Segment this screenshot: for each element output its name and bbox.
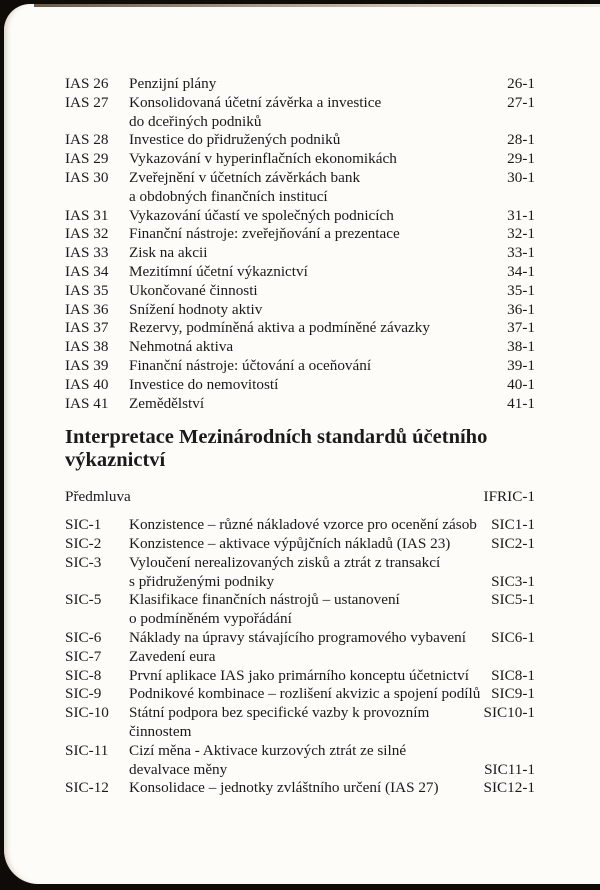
entry-code: IAS 26 xyxy=(65,75,109,92)
entry-title-line1: Konsolidovaná účetní závěrka a investice xyxy=(129,93,382,111)
entry-title xyxy=(129,667,535,686)
entry-page-number: SIC8-1 xyxy=(491,666,535,684)
toc-entry xyxy=(65,667,535,686)
preface-entry xyxy=(65,488,535,507)
toc-entry xyxy=(65,75,535,94)
entry-title-line1: Nehmotná aktiva xyxy=(129,338,234,356)
entry-title-line1: První aplikace IAS jako primárního konceptu účetnictví xyxy=(129,666,469,684)
entry-code: IAS 37 xyxy=(65,319,109,337)
entry-title-line1: Podnikové kombinace – rozlišení akvizic a spojení podílů xyxy=(129,685,481,703)
toc-entry xyxy=(65,338,535,357)
entry-page-number: 27-1 xyxy=(507,93,535,111)
preface-page: IFRIC-1 xyxy=(483,488,535,506)
entry-page-number: 39-1 xyxy=(507,356,535,374)
book-page xyxy=(4,4,600,884)
entry-code: IAS 35 xyxy=(65,281,109,299)
toc-entry xyxy=(65,319,535,338)
entry-code: IAS 39 xyxy=(65,356,109,374)
entry-title-line1: Finanční nástroje: zveřejňování a prezentace xyxy=(129,225,400,243)
toc-entry xyxy=(65,131,535,150)
entry-page-number: 31-1 xyxy=(507,206,535,224)
entry-page-number: 36-1 xyxy=(507,300,535,318)
toc-entry xyxy=(65,535,535,554)
entry-title xyxy=(129,131,535,150)
entry-title xyxy=(129,169,535,207)
entry-title xyxy=(129,75,535,94)
entry-page-number: 40-1 xyxy=(507,375,535,393)
entry-code: IAS 30 xyxy=(65,168,109,186)
toc-entry xyxy=(65,779,535,798)
toc-entry xyxy=(65,591,535,629)
ias-standards-list xyxy=(65,75,535,413)
entry-code: IAS 29 xyxy=(65,150,109,168)
toc-entry xyxy=(65,516,535,535)
entry-title-line1: Investice do přidružených podniků xyxy=(129,131,341,149)
toc-entry xyxy=(65,395,535,414)
entry-page-number: SIC1-1 xyxy=(491,516,535,534)
toc-entry xyxy=(65,357,535,376)
entry-title-line1: Vyloučení nerealizovaných zisků a ztrát z transakcí xyxy=(129,553,441,571)
entry-title xyxy=(129,591,535,629)
entry-code: SIC-7 xyxy=(65,647,102,665)
entry-title xyxy=(129,244,535,263)
toc-entry xyxy=(65,225,535,244)
entry-page-number: SIC9-1 xyxy=(491,685,535,703)
entry-title xyxy=(129,704,535,742)
entry-title-line1: Investice do nemovitostí xyxy=(129,375,279,393)
entry-code: SIC-12 xyxy=(65,779,109,797)
entry-code: IAS 34 xyxy=(65,262,109,280)
entry-code: SIC-5 xyxy=(65,591,102,609)
entry-page-number: SIC11-1 xyxy=(484,760,535,778)
entry-code: SIC-6 xyxy=(65,628,102,646)
page-edge xyxy=(34,4,600,7)
entry-title xyxy=(129,535,535,554)
entry-title-line1: Penzijní plány xyxy=(129,75,217,92)
entry-title-line1: Náklady na úpravy stávajícího programového vybavení xyxy=(129,628,466,646)
entry-title-line1: Cizí měna - Aktivace kurzových ztrát ze silné xyxy=(129,741,407,759)
entry-title-line1: Konsolidace – jednotky zvláštního určení (IAS 27) xyxy=(129,779,439,797)
entry-page-number: SIC10-1 xyxy=(483,704,535,722)
entry-page-number: 28-1 xyxy=(507,131,535,149)
entry-title-line2: s přidruženými podniky xyxy=(129,572,275,590)
entry-code: IAS 38 xyxy=(65,338,109,356)
entry-title xyxy=(129,516,535,535)
entry-title xyxy=(129,263,535,282)
entry-title-line1: Zavedení eura xyxy=(129,647,216,665)
entry-code: SIC-8 xyxy=(65,666,102,684)
toc-entry xyxy=(65,94,535,132)
entry-code: IAS 28 xyxy=(65,131,109,149)
entry-title xyxy=(129,207,535,226)
entry-page-number: SIC12-1 xyxy=(483,779,535,797)
sic-interpretations-list xyxy=(65,516,535,798)
toc-entry xyxy=(65,629,535,648)
entry-page-number: 34-1 xyxy=(507,262,535,280)
entry-title xyxy=(129,742,535,780)
entry-title xyxy=(129,282,535,301)
entry-title xyxy=(129,648,535,667)
entry-title xyxy=(129,301,535,320)
entry-title-line2: do dceřiných podniků xyxy=(129,112,262,130)
toc-entry xyxy=(65,282,535,301)
entry-title xyxy=(129,94,535,132)
entry-code: IAS 27 xyxy=(65,93,109,111)
entry-code: IAS 33 xyxy=(65,244,109,262)
entry-title-line1: Mezitímní účetní výkaznictví xyxy=(129,262,308,280)
entry-title xyxy=(129,395,535,414)
entry-page-number: 37-1 xyxy=(507,319,535,337)
entry-title xyxy=(129,554,535,592)
toc-entry xyxy=(65,244,535,263)
entry-title-line1: Státní podpora bez specifické vazby k provozním xyxy=(129,704,430,722)
entry-title-line1: Ukončované činnosti xyxy=(129,281,258,299)
entry-page-number: 32-1 xyxy=(507,225,535,243)
entry-code: SIC-9 xyxy=(65,685,102,703)
toc-entry xyxy=(65,648,535,667)
entry-title-line1: Vykazování účastí ve společných podnicích xyxy=(129,206,394,224)
toc-entry xyxy=(65,704,535,742)
entry-code: IAS 40 xyxy=(65,375,109,393)
entry-code: SIC-2 xyxy=(65,534,102,552)
toc-entry xyxy=(65,207,535,226)
entry-page-number: SIC2-1 xyxy=(491,534,535,552)
entry-page-number: SIC5-1 xyxy=(491,591,535,609)
entry-title xyxy=(129,357,535,376)
entry-title xyxy=(129,319,535,338)
entry-title-line1: Vykazování v hyperinflačních ekonomikách xyxy=(129,150,397,168)
entry-title-line1: Rezervy, podmíněná aktiva a podmíněné závazky xyxy=(129,319,430,337)
entry-page-number: 30-1 xyxy=(507,168,535,186)
toc-entry xyxy=(65,376,535,395)
entry-page-number: 35-1 xyxy=(507,281,535,299)
entry-page-number: 41-1 xyxy=(507,394,535,412)
entry-page-number: SIC6-1 xyxy=(491,628,535,646)
toc-entry xyxy=(65,169,535,207)
entry-title-line1: Zveřejnění v účetních závěrkách bank xyxy=(129,168,361,186)
entry-page-number: 33-1 xyxy=(507,244,535,262)
entry-code: IAS 31 xyxy=(65,206,109,224)
entry-page-number: 38-1 xyxy=(507,338,535,356)
entry-title-line1: Klasifikace finančních nástrojů – ustanovení xyxy=(129,591,400,609)
entry-title xyxy=(129,779,535,798)
entry-code: SIC-11 xyxy=(65,741,109,759)
entry-title-line1: Zemědělství xyxy=(129,394,205,412)
entry-title xyxy=(129,338,535,357)
entry-title xyxy=(129,685,535,704)
entry-title-line2: o podmíněném vypořádání xyxy=(129,610,292,628)
entry-code: SIC-3 xyxy=(65,553,102,571)
entry-title-line2: činnostem xyxy=(129,722,192,740)
entry-title-line2: a obdobných finančních institucí xyxy=(129,187,328,205)
entry-page-number: SIC3-1 xyxy=(491,572,535,590)
entry-title-line1: Zisk na akcii xyxy=(129,244,208,262)
toc-entry xyxy=(65,150,535,169)
entry-title-line2: devalvace měny xyxy=(129,760,228,778)
toc-entry xyxy=(65,742,535,780)
entry-title-line1: Finanční nástroje: účtování a oceňování xyxy=(129,356,372,374)
entry-page-number: 26-1 xyxy=(507,75,535,92)
entry-title-line1: Snížení hodnoty aktiv xyxy=(129,300,263,318)
entry-code: IAS 41 xyxy=(65,394,109,412)
entry-code: IAS 32 xyxy=(65,225,109,243)
entry-title xyxy=(129,225,535,244)
entry-page-number: 29-1 xyxy=(507,150,535,168)
section-heading: Interpretace Mezinárodních standardů účetního výkaznictví xyxy=(65,426,488,472)
toc-entry xyxy=(65,554,535,592)
toc-entry xyxy=(65,301,535,320)
toc-entry xyxy=(65,263,535,282)
entry-code: SIC-1 xyxy=(65,516,102,534)
entry-title xyxy=(129,629,535,648)
toc-entry xyxy=(65,685,535,704)
entry-title xyxy=(129,376,535,395)
preface-title: Předmluva xyxy=(65,488,131,506)
entry-title xyxy=(129,150,535,169)
entry-title-line1: Konzistence – aktivace výpůjčních nákladů (IAS 23) xyxy=(129,534,451,552)
entry-title-line1: Konzistence – různé nákladové vzorce pro ocenění zásob xyxy=(129,516,477,534)
table-of-contents xyxy=(65,75,535,798)
entry-code: IAS 36 xyxy=(65,300,109,318)
entry-code: SIC-10 xyxy=(65,704,109,722)
